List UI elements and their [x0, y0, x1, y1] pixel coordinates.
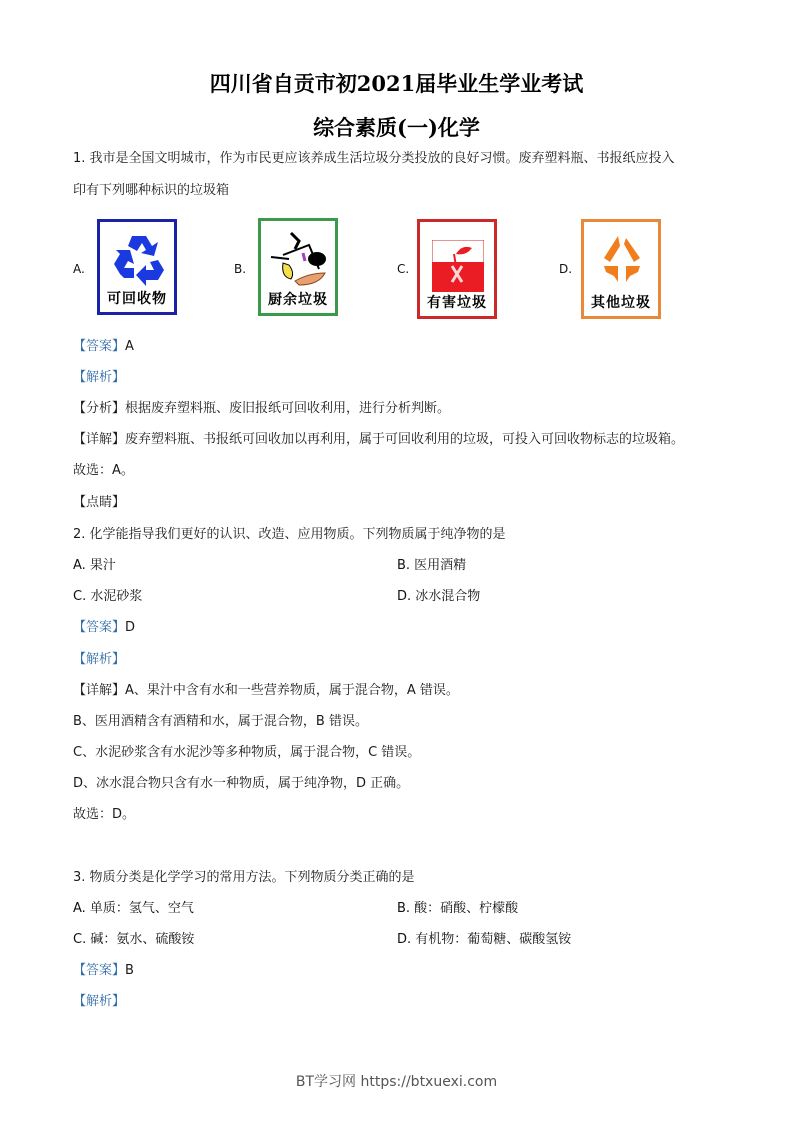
detail-text: A、果汁中含有水和一些营养物质，属于混合物，A 错误。 — [125, 683, 459, 698]
q1-option-c-label: C. — [397, 262, 410, 276]
hazardous-icon — [432, 240, 484, 292]
page-title: 四川省自贡市初2021届毕业生学业考试 — [209, 71, 584, 96]
q3-option-d: D. 有机物：葡萄糖、碳酸氢铵 — [397, 932, 572, 947]
q1-analysis-tag: 【解析】 — [73, 370, 126, 385]
q1-stem-line1: 1. 我市是全国文明城市，作为市民更应该养成生活垃圾分类投放的良好习惯。废弃塑料瓶、书报纸应投入 — [73, 151, 675, 166]
detail-tag: 【详解】 — [73, 683, 126, 698]
answer-value: D — [125, 620, 136, 635]
q2-choice: 故选：D。 — [73, 807, 136, 822]
detail-tag: 【详解】 — [73, 432, 126, 447]
answer-value: A — [125, 339, 134, 354]
answer-tag: 【答案】 — [73, 963, 126, 978]
q3-option-c: C. 碱：氨水、硫酸铵 — [73, 932, 195, 947]
sign-hazardous-caption: 有害垃圾 — [427, 295, 487, 311]
page-subtitle: 综合素质(一)化学 — [313, 115, 480, 140]
q1-stem-line2: 印有下列哪种标识的垃圾箱 — [73, 183, 230, 198]
sign-food-waste-caption: 厨余垃圾 — [268, 292, 328, 308]
sign-other-waste — [581, 219, 661, 319]
q2-detail-line3: C、水泥砂浆含有水泥沙等多种物质，属于混合物，C 错误。 — [73, 745, 421, 760]
detail-text: 废弃塑料瓶、书报纸可回收加以再利用，属于可回收利用的垃圾，可投入可回收物标志的垃圾箱。 — [125, 432, 685, 447]
q2-stem: 2. 化学能指导我们更好的认识、改造、应用物质。下列物质属于纯净物的是 — [73, 527, 506, 542]
sign-recyclable-caption: 可回收物 — [107, 291, 167, 307]
answer-tag: 【答案】 — [73, 339, 126, 354]
q1-comment-tag: 【点睛】 — [73, 495, 126, 510]
q1-choice: 故选：A。 — [73, 463, 134, 478]
q2-option-b: B. 医用酒精 — [397, 558, 467, 573]
q2-detail-line2: B、医用酒精含有酒精和水，属于混合物，B 错误。 — [73, 714, 368, 729]
fenxi-tag: 【分析】 — [73, 401, 126, 416]
q1-detail — [73, 432, 684, 448]
q2-detail-line4: D、冰水混合物只含有水一种物质，属于纯净物，D 正确。 — [73, 776, 410, 791]
q3-option-a: A. 单质：氢气、空气 — [73, 901, 194, 916]
q2-answer — [73, 620, 135, 636]
food-waste-icon — [269, 229, 329, 289]
q2-option-a: A. 果汁 — [73, 558, 116, 573]
sign-food-waste — [258, 218, 338, 316]
q1-fenxi — [73, 401, 450, 417]
answer-tag: 【答案】 — [73, 620, 126, 635]
q2-detail-line1 — [73, 683, 459, 699]
sign-recyclable — [97, 219, 177, 315]
q1-option-b-label: B. — [234, 262, 247, 276]
q1-option-a-label: A. — [73, 262, 85, 276]
q1-option-d-label: D. — [559, 262, 573, 276]
recycle-icon — [112, 230, 168, 286]
answer-value: B — [125, 963, 134, 978]
q1-answer — [73, 339, 134, 355]
q3-option-b: B. 酸：硝酸、柠檬酸 — [397, 901, 519, 916]
q2-option-d: D. 冰水混合物 — [397, 589, 481, 604]
sign-other-waste-caption: 其他垃圾 — [591, 295, 651, 311]
q3-analysis-tag: 【解析】 — [73, 994, 126, 1009]
q2-analysis-tag: 【解析】 — [73, 652, 126, 667]
q2-option-c: C. 水泥砂浆 — [73, 589, 143, 604]
footer-watermark: BT学习网 https://btxuexi.com — [295, 1074, 498, 1090]
other-waste-icon — [596, 232, 648, 288]
sign-hazardous — [417, 219, 497, 319]
q3-stem: 3. 物质分类是化学学习的常用方法。下列物质分类正确的是 — [73, 870, 415, 885]
q3-answer — [73, 963, 134, 979]
fenxi-text: 根据废弃塑料瓶、废旧报纸可回收利用，进行分析判断。 — [125, 401, 451, 416]
